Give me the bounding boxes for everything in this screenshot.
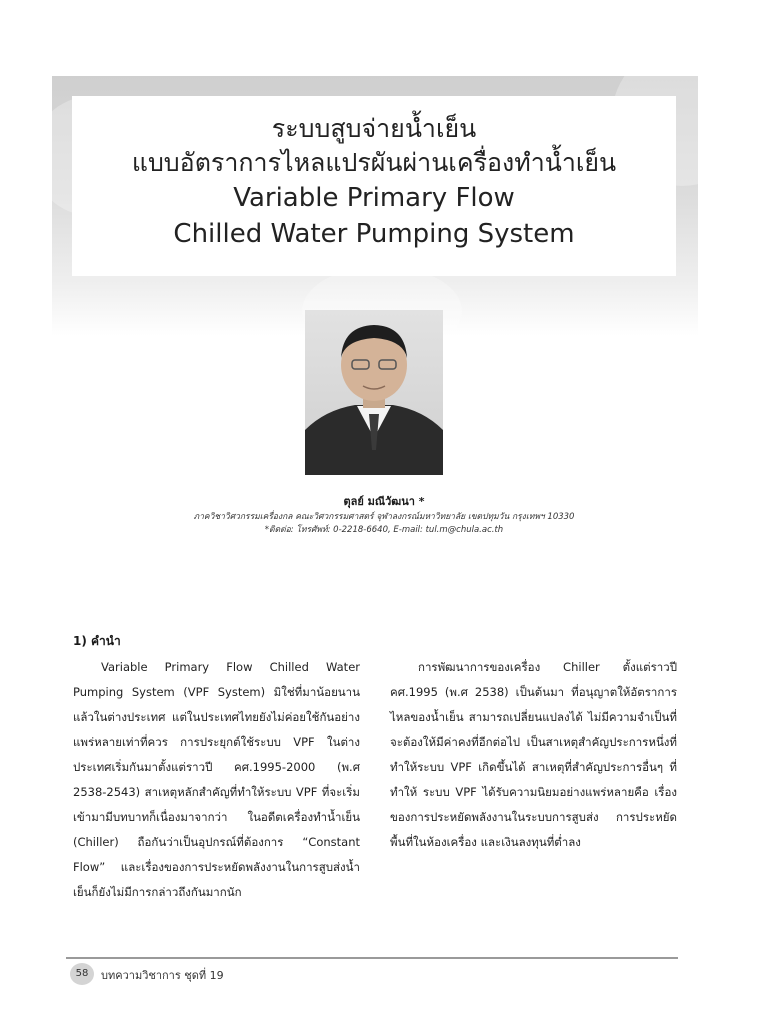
author-portrait-icon [305, 310, 443, 475]
intro-paragraph-1: Variable Primary Flow Chilled Water Pumping System (VPF System) มิใช่ที่มาน้อยนานแล้วในต่างประเทศ แต่ในประเทศไทยยังไม่ค่อยใช้กันอย่างแพร่หลายเท่าที่ควร การประยุกต์ใช้ระบบ VPF ในต่างประเทศเริ่มกันมาตั้งแต่ราวปี คศ.1995-2000 (พ.ศ 2538-2543) สาเหตุหลักสำคัญที่ทำให้ระบบ VPF ที่จะเริ่มเข้ามามีบทบาทก็เนื่องมาจากว่า ในอดีตเครื่องทำน้ำเย็น (Chiller) ถือกันว่าเป็นอุปกรณ์ที่ต้องการ “Constant Flow” และเรื่องของการประหยัดพลังงานในการสูบส่งน้ำเย็นก็ยังไม่มีการกล่าวถึงกันมากนัก [73, 660, 360, 899]
author-affiliation: ภาควิชาวิศวกรรมเครื่องกล คณะวิศวกรรมศาสตร์ จุฬาลงกรณ์มหาวิทยาลัย เขตปทุมวัน กรุงเทพฯ 10330 [193, 512, 575, 522]
page-number: 58 [70, 963, 94, 985]
title-thai-line2: แบบอัตราการไหลแปรผันผ่านเครื่องทำน้ำเย็น [131, 148, 617, 177]
title-box [72, 96, 676, 276]
intro-paragraph-2: การพัฒนาการของเครื่อง Chiller ตั้งแต่ราวปี คศ.1995 (พ.ศ 2538) เป็นต้นมา ที่อนุญาตให้อัตราการไหลของน้ำเย็น สามารถเปลี่ยนแปลงได้ ไม่มีความจำเป็นที่จะต้องให้มีค่าคงที่อีกต่อไป เป็นสาเหตุสำคัญประการหนึ่งที่ทำให้ระบบ VPF เกิดขึ้นได้ สาเหตุที่สำคัญประการอื่นๆ ที่ทำให้ ระบบ VPF ได้รับความนิยมอย่างแพร่หลายคือ เรื่องของการประหยัดพลังงานในระบบการสูบส่ง การประหยัดพื้นที่ในห้องเครื่อง และเงินลงทุนที่ต่ำลง [390, 660, 677, 849]
title-english-line1: Variable Primary Flow [233, 183, 515, 213]
title-thai-line1: ระบบสูบจ่ายน้ำเย็น [271, 114, 477, 143]
author-contact: *ติดต่อ: โทรศัพท์: 0-2218-6640, E-mail: tul.m@chula.ac.th [264, 525, 504, 535]
column-left [73, 655, 360, 905]
author-photo [305, 310, 443, 475]
title-english-line2: Chilled Water Pumping System [173, 219, 575, 249]
section-heading: 1) คำนำ [73, 634, 121, 648]
footer-divider [66, 957, 678, 959]
column-right [390, 655, 677, 855]
journal-series: บทความวิชาการ ชุดที่ 19 [101, 969, 224, 982]
author-name: ตุลย์ มณีวัฒนา * [343, 495, 425, 508]
